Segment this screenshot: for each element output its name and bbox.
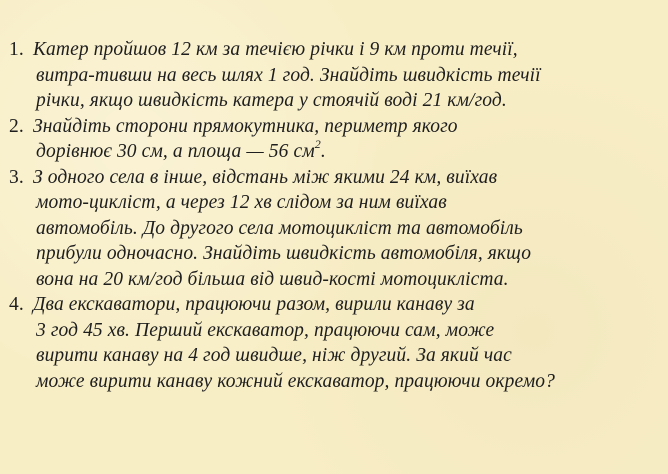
problem-text-line: З одного села в інше, відстань між якими 24 км, виїхав <box>33 166 498 188</box>
problem-list <box>0 37 668 394</box>
problem-text-line: прибули одночасно. Знайдіть швидкість автомобіля, якщо <box>36 243 532 264</box>
problem-4 <box>0 292 668 394</box>
problem-number: 2. <box>9 115 24 137</box>
area-superscript: 2 <box>314 136 321 151</box>
problem-text-fragment: дорівнює 30 см, а площа — 56 см <box>36 141 315 162</box>
problem-2 <box>0 114 668 165</box>
problem-1 <box>0 37 668 114</box>
problem-text-line: вона на 20 км/год більша від швид-кості мотоцикліста. <box>36 268 509 290</box>
problem-text-line: мото-цикліст, а через 12 хв слідом за ним виїхав <box>36 192 447 213</box>
problem-text-line: Катер пройшов 12 км за течією річки і 9 км проти течії, <box>33 39 518 60</box>
problem-text-line: 3 год 45 хв. Перший екскаватор, працюючи сам, може <box>36 319 495 341</box>
problem-text-line: Два екскаватори, працюючи разом, вирили канаву за <box>33 294 475 315</box>
problem-3 <box>0 165 668 293</box>
problem-number: 3. <box>9 166 24 188</box>
problem-text-line: вирити канаву на 4 год швидше, ніж другий. За який час <box>36 345 512 366</box>
problem-text-line: річки, якщо швидкість катера у стоячій воді 21 км/год. <box>36 90 507 111</box>
problem-number: 1. <box>9 39 24 60</box>
problem-text-tail: . <box>320 141 326 162</box>
problem-text-line: витра-тивши на весь шлях 1 год. Знайдіть швидкість течії <box>36 64 541 86</box>
problem-text-line: Знайдіть сторони прямокутника, периметр якого <box>33 115 458 137</box>
problem-text-line <box>0 136 668 165</box>
problem-text-line: може вирити канаву кожний екскаватор, працюючи окремо? <box>36 370 555 392</box>
problem-number: 4. <box>9 294 24 315</box>
problem-text-line: автомобіль. До другого села мотоцикліст та автомобіль <box>36 217 523 239</box>
